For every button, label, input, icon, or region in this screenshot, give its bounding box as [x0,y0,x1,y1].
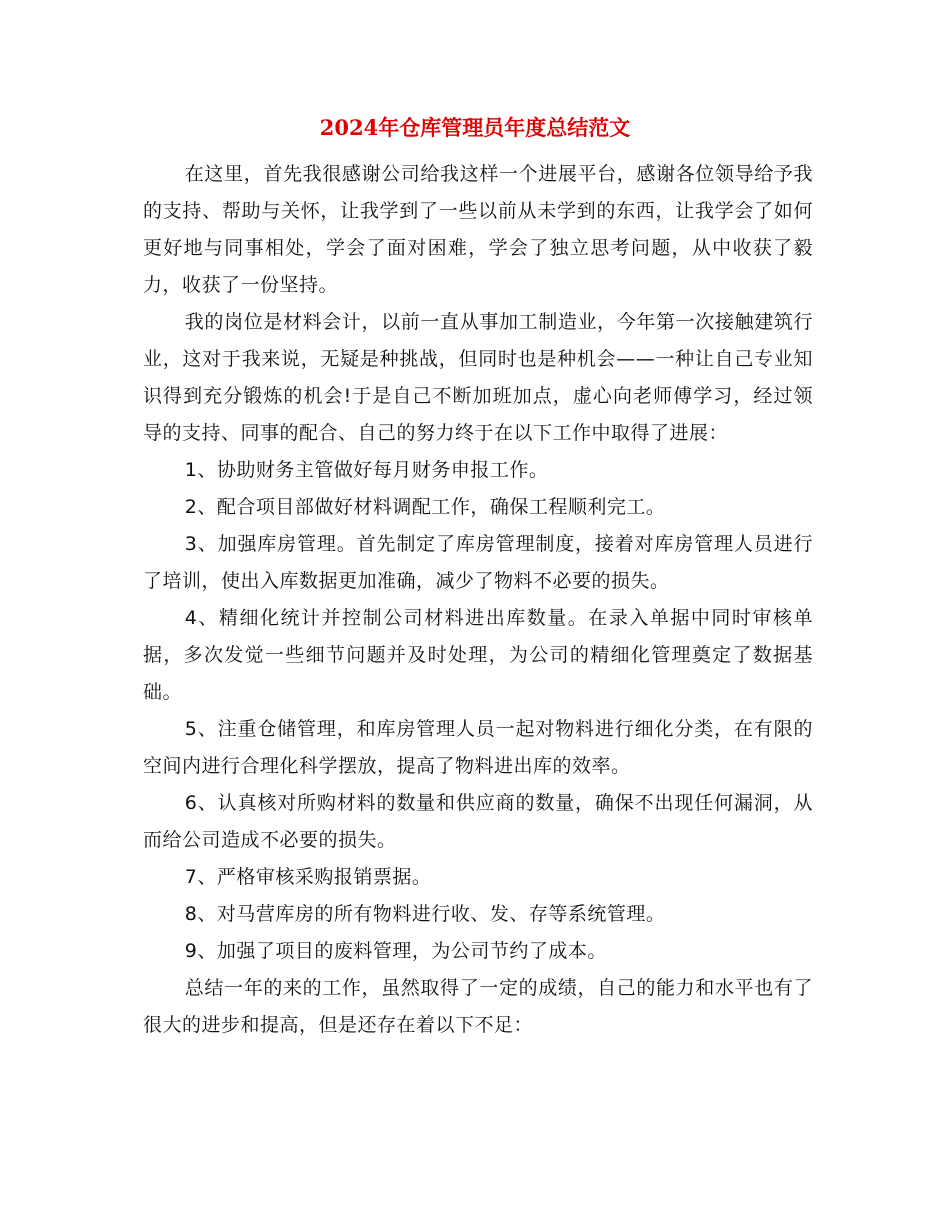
list-item-9: 9、加强了项目的废料管理，为公司节约了成本。 [184,940,607,962]
paragraph-intro: 在这里，首先我很感谢公司给我这样一个进展平台，感谢各位领导给予我的支持、帮助与关怀，让我学到了一些以前从未学到的东西，让我学会了如何更好地与同事相处，学会了面对困难，学会了独立思考问题，从中收获了毅力，收获了一份坚持。 [143,163,813,296]
list-item-3: 3、加强库房管理。首先制定了库房管理制度，接着对库房管理人员进行了培训，使出入库数据更加准确，减少了物料不必要的损失。 [143,533,813,592]
list-item-2: 2、配合项目部做好材料调配工作，确保工程顺利完工。 [184,496,666,518]
paragraph-position: 我的岗位是材料会计，以前一直从事加工制造业，今年第一次接触建筑行业，这对于我来说，无疑是种挑战，但同时也是种机会——一种让自己专业知识得到充分锻炼的机会!于是自己不断加班加点，虚心向老师傅学习，经过领导的支持、同事的配合、自己的努力终于在以下工作中取得了进展： [143,311,813,444]
list-item-1: 1、协助财务主管做好每月财务申报工作。 [184,459,549,481]
list-item-8: 8、对马营库房的所有物料进行收、发、存等系统管理。 [184,903,666,925]
document-title: 2024年仓库管理员年度总结范文 [319,115,631,140]
document-body [143,156,813,1044]
list-item-6: 6、认真核对所购材料的数量和供应商的数量，确保不出现任何漏洞，从而给公司造成不必要的损失。 [143,792,813,851]
list-item-5: 5、注重仓储管理，和库房管理人员一起对物料进行细化分类，在有限的空间内进行合理化科学摆放，提高了物料进出库的效率。 [143,718,813,777]
paragraph-summary: 总结一年的来的工作，虽然取得了一定的成绩，自己的能力和水平也有了很大的进步和提高，但是还存在着以下不足： [143,977,813,1036]
list-item-7: 7、严格审核采购报销票据。 [184,866,432,888]
list-item-4: 4、精细化统计并控制公司材料进出库数量。在录入单据中同时审核单据，多次发觉一些细节问题并及时处理，为公司的精细化管理奠定了数据基础。 [143,607,813,703]
